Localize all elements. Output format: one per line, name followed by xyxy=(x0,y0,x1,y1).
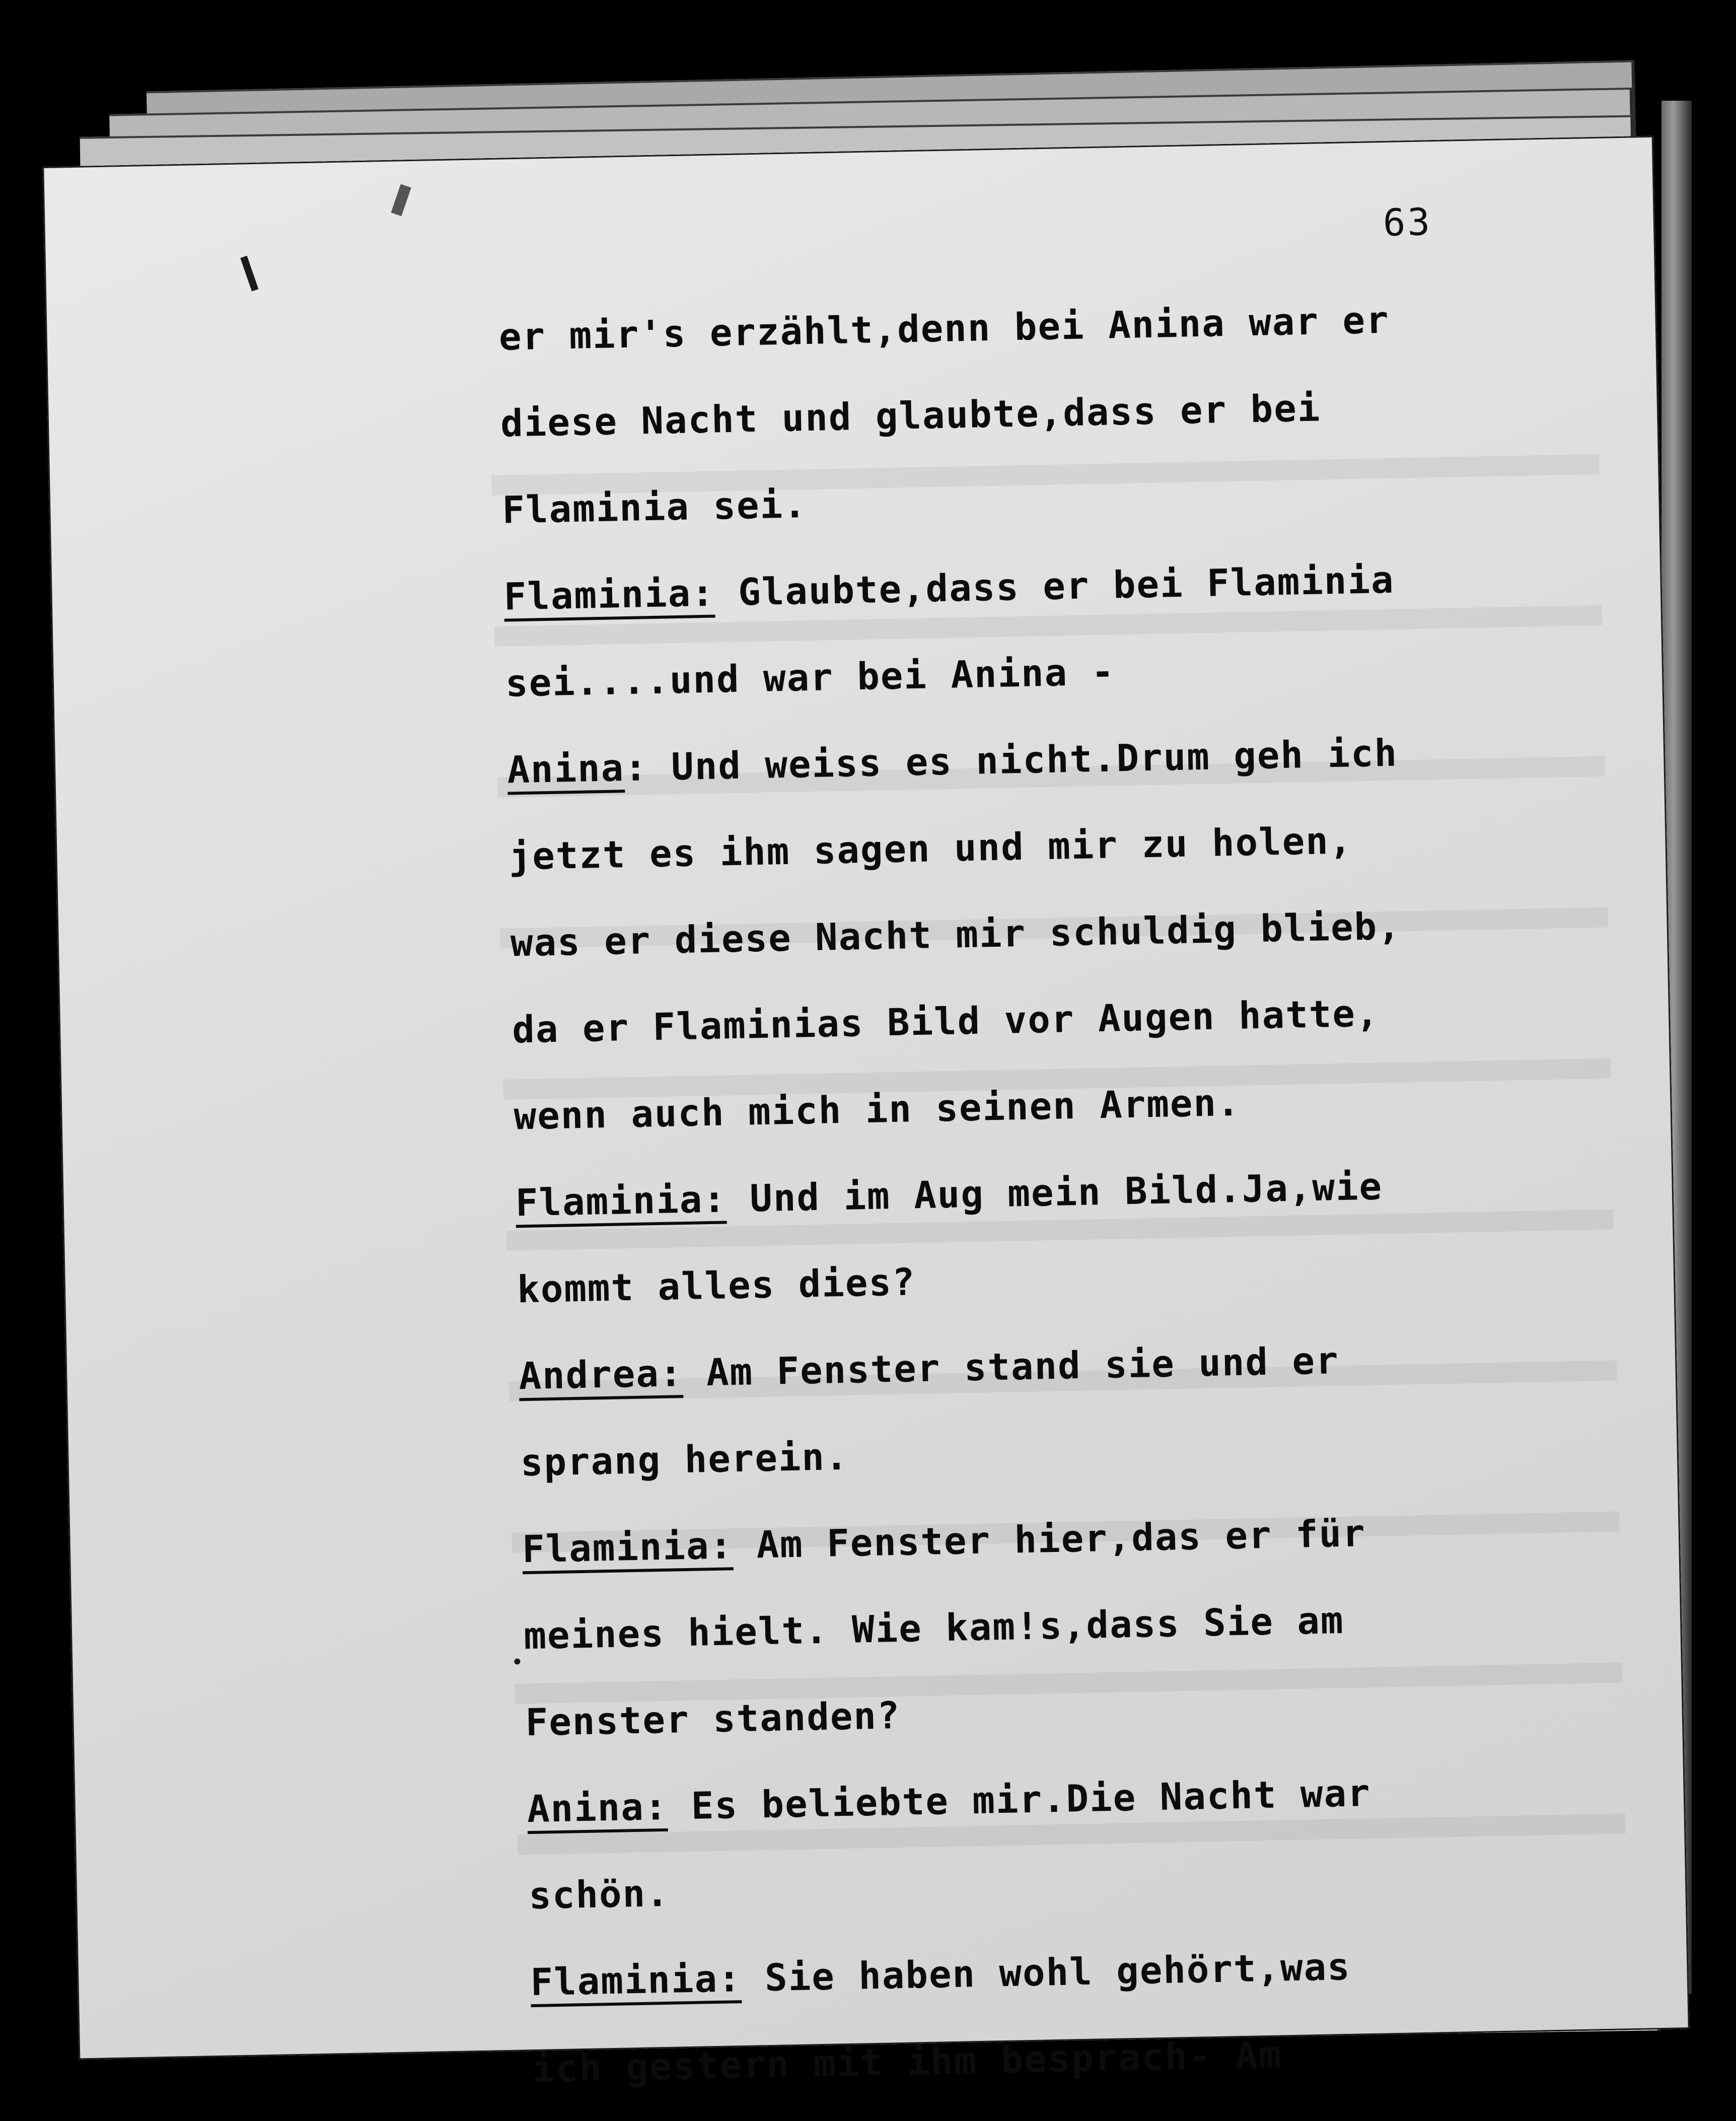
line-text: Am Fenster stand sie und er xyxy=(682,1339,1340,1395)
line-text: Am Fenster hier,das er für xyxy=(733,1512,1366,1568)
ink-dot xyxy=(514,1658,520,1664)
typewritten-page xyxy=(42,136,1690,2091)
line-text: da er Flaminias Bild vor Augen hatte, xyxy=(512,992,1380,1052)
line-text: er mir's erzählt,denn bei Anina war er xyxy=(498,298,1390,359)
line-text: Und im Aug mein Bild.Ja,wie xyxy=(726,1165,1383,1221)
margin-ink-mark xyxy=(240,256,258,292)
line-text: meines hielt. Wie kam!s,dass Sie am xyxy=(523,1598,1345,1658)
line-text: Sie haben wohl gehört,was xyxy=(741,1945,1351,2001)
line-text: sprang herein. xyxy=(520,1435,849,1485)
line-text: Glaubte,dass er bei Flaminia xyxy=(714,558,1395,615)
line-text: kommt alles dies? xyxy=(517,1260,916,1312)
line-text: schön. xyxy=(528,1871,670,1918)
line-text: : Und weiss es nicht.Drum geh ich xyxy=(624,731,1398,790)
line-text: Es beliebte mir.Die Nacht war xyxy=(667,1772,1371,1828)
script-text-block xyxy=(498,273,1639,2091)
page-number: 63 xyxy=(1383,200,1432,245)
line-text: wenn auch mich in seinen Armen. xyxy=(513,1081,1241,1139)
line-text: Fenster standen? xyxy=(525,1693,901,1745)
speaker-name: Anina xyxy=(507,746,625,795)
line-text: was er diese Nacht mir schuldig blieb, xyxy=(510,904,1402,965)
line-text: ich gestern mit ihm besprach- Am xyxy=(532,2033,1283,2091)
speaker-name: Flaminia: xyxy=(530,1957,742,2007)
speaker-name: Anina: xyxy=(527,1785,668,1834)
ink-smudge xyxy=(391,184,411,216)
speaker-name: Flaminia: xyxy=(522,1524,734,1574)
speaker-name: Flaminia: xyxy=(515,1177,727,1228)
line-text: diese Nacht und glaubte,dass er bei xyxy=(500,386,1322,446)
line-text: jetzt es ihm sagen und mir zu holen, xyxy=(508,819,1353,879)
speaker-name: Andrea: xyxy=(519,1352,684,1401)
speaker-name: Flaminia: xyxy=(503,572,715,622)
line-text: Flaminia sei. xyxy=(501,483,808,532)
line-text: sei....und war bei Anina - xyxy=(505,650,1116,705)
